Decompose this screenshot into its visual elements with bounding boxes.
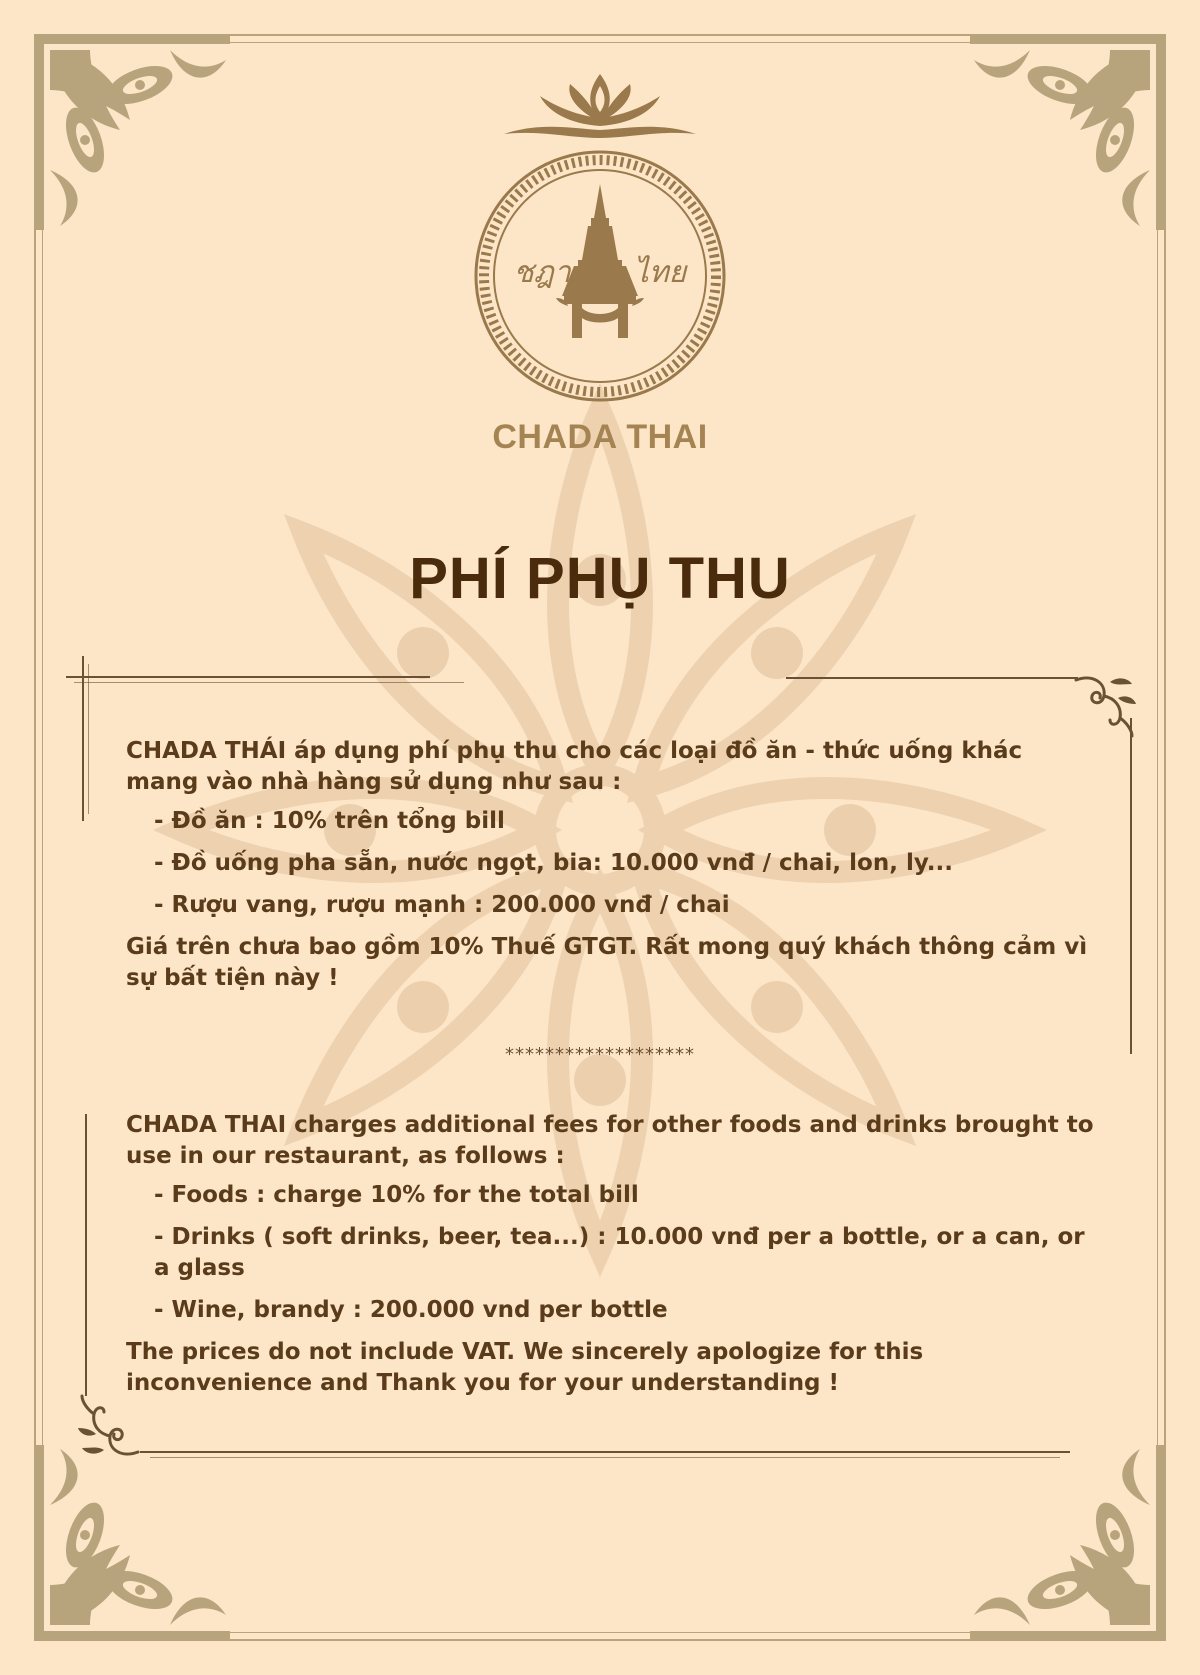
chada-thai-logo <box>472 148 728 404</box>
logo-thai-left: ชฎา <box>513 255 571 290</box>
vi-left-rule-thin <box>88 664 89 814</box>
en-fee-item: - Drinks ( soft drinks, beer, tea...) : 10.000 vnđ per a bottle, or a can, or a glass <box>154 1224 1085 1281</box>
en-bottom-rule <box>140 1451 1070 1453</box>
brand-name: CHADA THAI <box>492 418 708 456</box>
en-note: The prices do not include VAT. We sincerely apologize for this inconvenience and Thank you for your understanding ! <box>126 1339 924 1396</box>
crown-ornament-icon <box>500 72 700 144</box>
logo-thai-right: ไทย <box>633 255 687 290</box>
corner-ornament-icon <box>30 30 230 230</box>
vi-section <box>126 736 1096 994</box>
page-title: PHÍ PHỤ THU <box>409 546 791 611</box>
corner-ornament-icon <box>30 1445 230 1645</box>
vi-left-rule <box>82 656 84 821</box>
corner-ornament-icon <box>970 30 1170 230</box>
vi-top-left-rule <box>66 676 430 678</box>
vi-fee-item: - Rượu vang, rượu mạnh : 200.000 vnđ / chai <box>154 892 730 918</box>
vi-top-left-rule-thin <box>74 682 464 683</box>
vi-top-right-rule <box>786 677 1078 679</box>
en-fee-list <box>126 1180 1096 1326</box>
corner-ornament-icon <box>970 1445 1170 1645</box>
vi-intro: CHADA THÁI áp dụng phí phụ thu cho các loại đồ ăn - thức uống khác mang vào nhà hàng sử dụng như sau : <box>126 738 1023 795</box>
en-section <box>126 1110 1096 1399</box>
section-separator: ******************* <box>505 1044 695 1065</box>
en-bottom-rule-thin <box>150 1457 1060 1458</box>
en-left-rule <box>85 1114 87 1396</box>
vi-right-rule <box>1130 718 1132 1054</box>
en-fee-item: - Foods : charge 10% for the total bill <box>154 1182 639 1208</box>
vi-fee-item: - Đồ uống pha sẵn, nước ngọt, bia: 10.000 vnđ / chai, lon, ly... <box>154 850 953 876</box>
en-fee-item: - Wine, brandy : 200.000 vnd per bottle <box>154 1297 668 1323</box>
flourish-ornament-icon <box>74 1394 144 1464</box>
en-intro: CHADA THAI charges additional fees for other foods and drinks brought to use in our restaurant, as follows : <box>126 1112 1094 1169</box>
flourish-ornament-icon <box>1070 668 1140 738</box>
vi-fee-item: - Đồ ăn : 10% trên tổng bill <box>154 808 505 834</box>
vi-fee-list <box>126 806 1096 921</box>
vi-note: Giá trên chưa bao gồm 10% Thuế GTGT. Rất mong quý khách thông cảm vì sự bất tiện này ! <box>126 934 1088 991</box>
